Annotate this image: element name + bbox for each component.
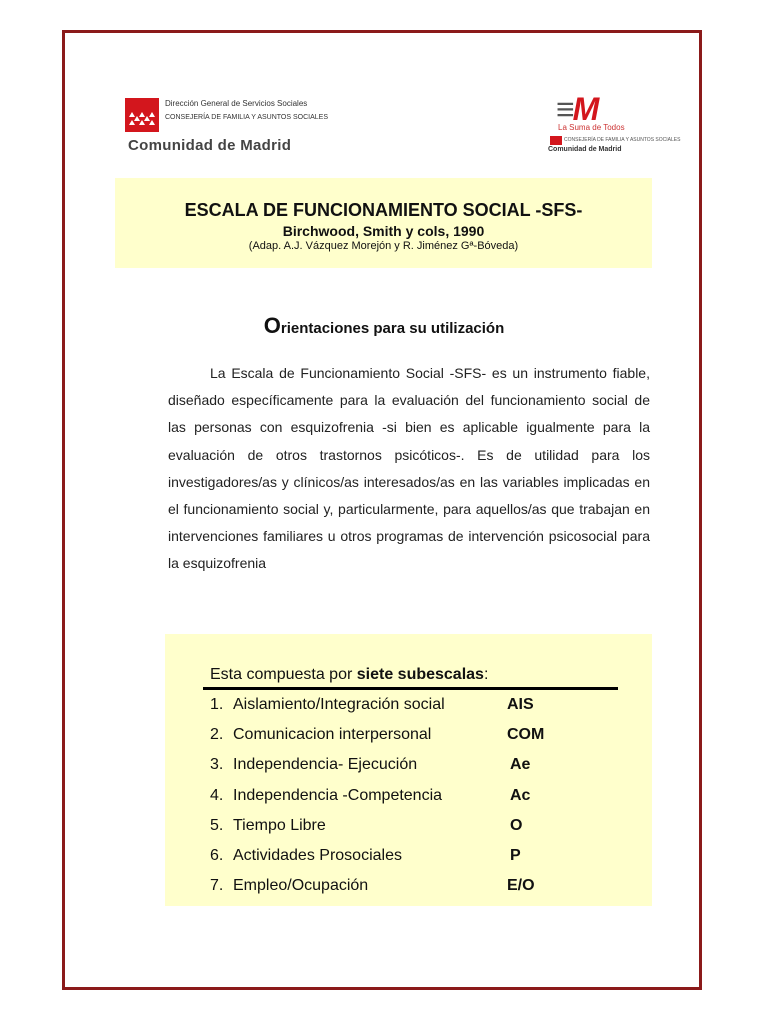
logo-consejeria-text: CONSEJERÍA DE FAMILIA Y ASUNTOS SOCIALES xyxy=(165,114,329,121)
logo-slogan: La Suma de Todos xyxy=(558,123,625,132)
subscale-item xyxy=(210,724,610,754)
subscale-item xyxy=(210,845,610,875)
subscale-label: Aislamiento/Integración social xyxy=(233,696,445,713)
subscale-label: Comunicacion interpersonal xyxy=(233,726,432,744)
subscales-intro-suffix: : xyxy=(483,666,489,683)
heading-initial: O xyxy=(263,313,281,338)
subscale-item xyxy=(210,875,610,905)
subscale-number: 2. xyxy=(210,726,224,744)
subscale-code: P xyxy=(510,846,521,864)
subscale-number: 1. xyxy=(210,696,224,713)
subscale-code: O xyxy=(510,816,523,834)
subscale-code: AIS xyxy=(507,696,534,713)
subscales-intro-bold: siete subescalas xyxy=(356,666,484,683)
subscale-label: Actividades Prosociales xyxy=(233,846,402,864)
document-authors: Birchwood, Smith y cols, 1990 xyxy=(282,223,485,239)
subscale-label: Independencia -Competencia xyxy=(233,786,443,804)
subscale-item xyxy=(210,754,610,784)
subscale-number: 7. xyxy=(210,877,224,895)
subscales-list xyxy=(210,694,610,905)
document-title: ESCALA DE FUNCIONAMIENTO SOCIAL -SFS- xyxy=(184,200,583,220)
small-madrid-flag-icon xyxy=(550,136,562,145)
subscale-code: Ac xyxy=(510,786,531,804)
subscale-label: Independencia- Ejecución xyxy=(233,756,418,774)
subscales-divider xyxy=(203,687,618,690)
logo-comunidad-name: Comunidad de Madrid xyxy=(128,137,292,154)
title-box xyxy=(115,178,652,268)
em-logo-mark-icon: ≡M xyxy=(556,91,598,127)
subscale-number: 6. xyxy=(210,846,224,864)
madrid-flag-icon xyxy=(125,98,159,132)
logo-small-consejeria: CONSEJERÍA DE FAMILIA Y ASUNTOS SOCIALES xyxy=(564,137,681,143)
section-heading xyxy=(0,313,768,339)
subscale-item xyxy=(210,815,610,845)
subscale-number: 4. xyxy=(210,786,224,804)
suma-de-todos-logo xyxy=(548,90,681,155)
intro-paragraph: La Escala de Funcionamiento Social -SFS- es un instrumento fiable, diseñado específicamente para la evaluación del funcionamiento social de las personas con esquizofrenia -si bien es aplicable igualmente para la evaluación de otros trastornos psicóticos-. Es de utilidad para los investigadores/as y clínicos/as interesados/as en las variables implicadas en el funcionamiento social y, particularmente, para aquellos/as que trabajan en intervenciones familiares u otros programas de intervención psicosocial para la esquizofrenia xyxy=(168,365,650,572)
document-adaptation: (Adap. A.J. Vázquez Morejón y R. Jiménez Gª-Bóveda) xyxy=(248,240,519,252)
subscales-intro xyxy=(210,666,488,684)
subscale-number: 5. xyxy=(210,816,224,834)
subscale-item xyxy=(210,694,610,724)
intro-paragraph-block xyxy=(168,360,650,578)
logo-small-comunidad: Comunidad de Madrid xyxy=(548,146,622,153)
subscale-item xyxy=(210,785,610,815)
subscales-intro-prefix: Esta compuesta por xyxy=(210,666,357,683)
subscale-code: E/O xyxy=(507,877,535,895)
subscale-label: Tiempo Libre xyxy=(233,816,326,834)
logo-direccion-text: Dirección General de Servicios Sociales xyxy=(165,99,308,108)
subscale-label: Empleo/Ocupación xyxy=(233,877,369,895)
subscale-code: Ae xyxy=(510,756,531,774)
heading-rest: rientaciones para su utilización xyxy=(280,320,505,337)
subscales-box xyxy=(165,634,652,906)
subscale-number: 3. xyxy=(210,756,224,774)
subscale-code: COM xyxy=(507,726,545,744)
